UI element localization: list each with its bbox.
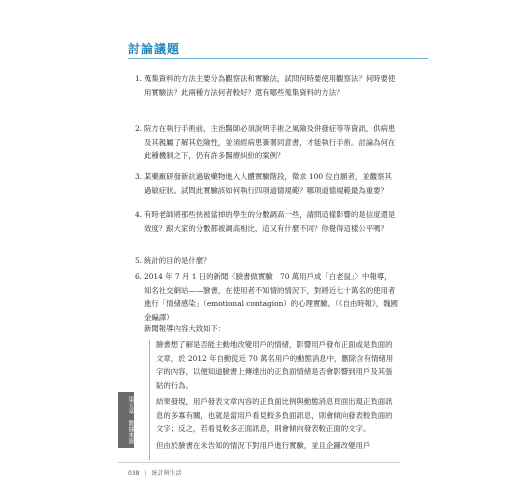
news-intro: 新聞報導內容大致如下： — [144, 324, 226, 333]
question-item — [128, 254, 398, 268]
question-number: 4. — [134, 210, 142, 219]
news-paragraph: 但由於臉書在未告知的情況下對用戶進行實驗，並且企圖改變用戶 — [156, 440, 371, 450]
question-number: 1. — [134, 74, 142, 83]
news-paragraph: 結果發現，用戶發表文章內容的正負面比例與動態消息頁面出現正負面訊息的多寡有關，也就是當用戶看見較多負面訊息，則會傾向發表較負面的文字；反之，若看見較多正面訊息，則會傾向發表較正面的文字。 — [156, 397, 393, 433]
question-item — [128, 72, 398, 99]
question-item — [128, 122, 398, 163]
question-text: 有時老師將那些快被當掉的學生的分數調高一些，請問這樣影響的是信度還是效度？跟大家的分數都被調高相比，這又有什麼不同？你覺得這樣公平嗎？ — [144, 210, 396, 233]
question-item — [128, 170, 398, 197]
quote-bar — [149, 340, 150, 460]
news-paragraph: 臉書想了解是否能主動地改變用戶的情緒，影響用戶發布正面或是負面的文章，於 2012 年自動從近 70 萬名用戶的動態消息中，刪除含有情緒用字的內容，以便知道臉書上傳達出的正負面情緒是否會影響到用戶及其張貼的行為。 — [156, 340, 394, 390]
title-underline — [128, 58, 428, 59]
news-quote — [156, 338, 398, 455]
question-text: 某藥廠研發新抗過敏藥物進入人體實驗階段，徵求 100 位自願者，並觀察其過敏症狀。試問此實驗該如何執行四項道德規範？哪項道德規範最為重要？ — [144, 172, 392, 195]
footer-rule — [118, 462, 400, 463]
question-text: 統計的目的是什麼？ — [144, 256, 211, 265]
question-number: 6. — [134, 272, 142, 281]
question-text: 蒐集資料的方法主要分為觀察法和實驗法，試問何時要使用觀察法？何時要使用實驗法？此兩種方法何者較好？還有哪些蒐集資料的方法？ — [144, 74, 396, 97]
book-title: 統計與生活 — [151, 470, 182, 477]
page-number: 038 — [128, 470, 140, 477]
question-item — [128, 270, 398, 324]
question-item — [128, 208, 398, 235]
section-title: 討論議題 — [128, 42, 181, 56]
question-text: 2014 年 7 月 1 日的新聞〈臉書做實驗 70 萬用戶成「白老鼠」〉中報導，知名社交網站——臉書，在使用者不知情的情況下，對將近七十萬名的使用者進行「情緒感染」（emotional contagion）的心理實驗。（《自由時報》，魏國金編譯） — [144, 272, 398, 322]
question-number: 2. — [134, 124, 142, 133]
question-number: 5. — [134, 256, 142, 265]
question-number: 3. — [134, 172, 142, 181]
chapter-side-tab: 第五章 數據來源 — [118, 392, 134, 448]
question-text: 院方在執行手術前，主治醫師必須說明手術之風險及併發症等等資訊，供病患及其親屬了解其危險性，並須經病患簽署同意書，才能執行手術。討論為何在此種機制之下，仍有許多醫療糾紛的案例？ — [144, 124, 396, 160]
page-footer — [128, 468, 182, 477]
footer-separator: | — [144, 470, 147, 477]
